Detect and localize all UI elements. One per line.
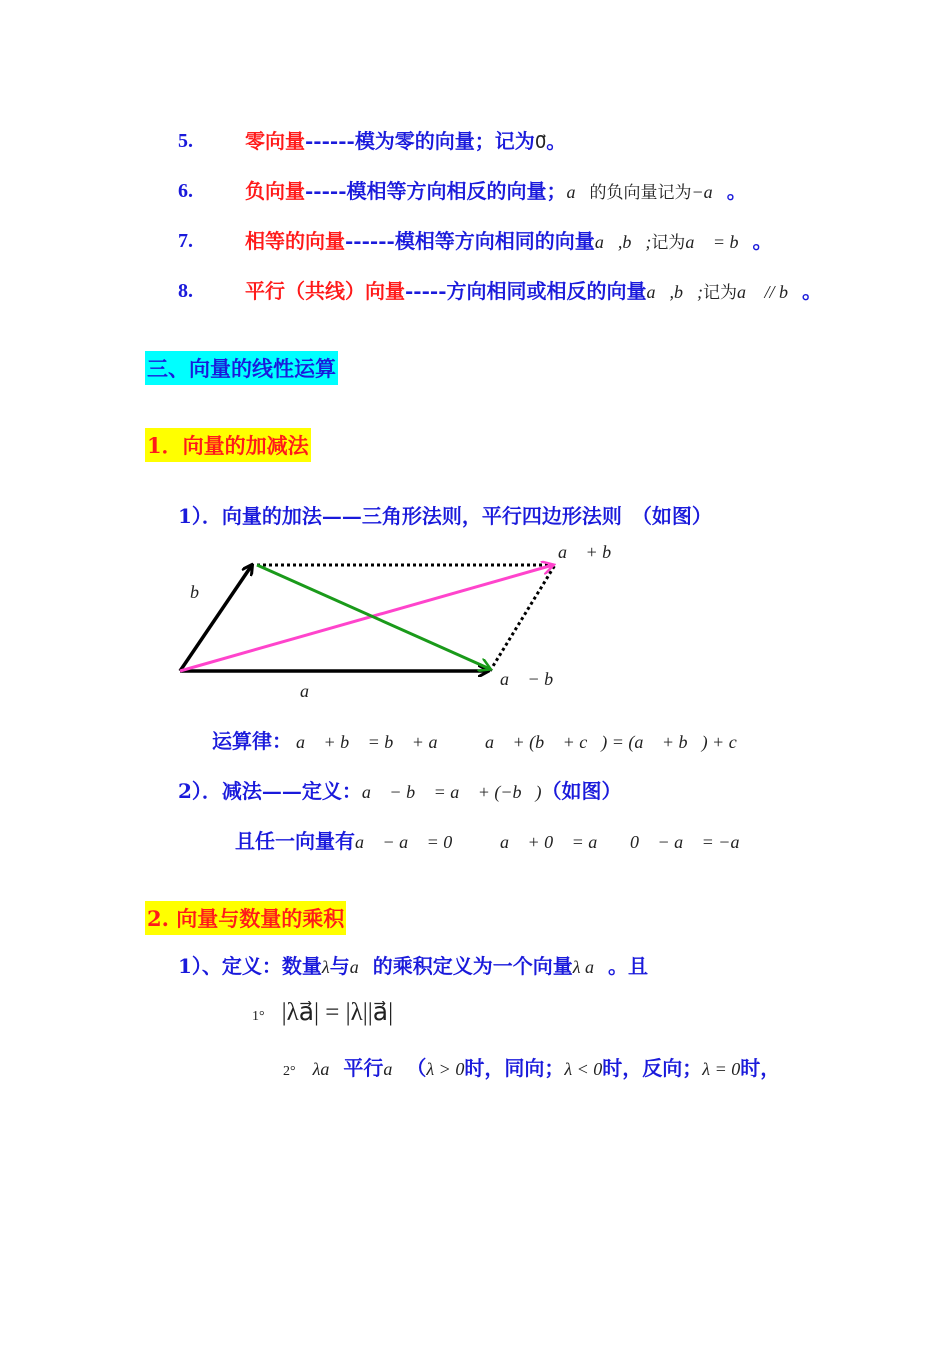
label-a: a⃗ — [300, 681, 324, 701]
description: 模为零的向量；记为 — [354, 129, 535, 153]
dash: ----- — [305, 179, 347, 203]
period: 。 — [546, 129, 567, 153]
def-tail: 。且 — [608, 954, 649, 978]
identities-row — [235, 828, 466, 855]
subsection-heading-1: 1．向量的加减法 — [145, 428, 311, 462]
commutative-law: a⃗ + b⃗ = b⃗ + a⃗ — [296, 732, 452, 752]
identity-1: a⃗ − a⃗ = 0⃗ — [355, 832, 467, 852]
term: 零向量 — [245, 129, 305, 153]
label-b: b⃗ — [190, 582, 214, 602]
description: 模相等方向相同的向量 — [394, 229, 595, 253]
subtraction-title: 2）．减法——定义： — [178, 779, 362, 803]
item-number: 5. — [178, 130, 193, 152]
item-number: 7. — [178, 230, 193, 252]
sum-arrow — [180, 565, 553, 671]
addition-title: 1）．向量的加法——三角形法则，平行四边形法则 （如图） — [178, 504, 712, 528]
mark-1: 1° — [252, 1009, 265, 1024]
zero-vector: 0⃗ — [534, 132, 547, 152]
identity-3: 0⃗ − a⃗ = −a⃗ — [630, 832, 754, 852]
mark-2: 2° — [283, 1064, 296, 1079]
label-diff: a⃗ − b⃗ — [500, 669, 568, 689]
vector-a: a⃗ — [566, 182, 590, 202]
dash: ------ — [345, 229, 395, 253]
associative-law: a⃗ + (b⃗ + c⃗) = (a⃗ + b⃗) + c⃗ — [485, 732, 751, 752]
period: 。 — [752, 229, 773, 253]
laws-row — [212, 728, 451, 755]
vector-a: a⃗ — [349, 957, 373, 977]
equality: a⃗ = b⃗ — [685, 232, 753, 252]
scalar-definition — [178, 953, 648, 980]
same-direction: 时，同向； — [464, 1056, 565, 1080]
vectors: a⃗,b⃗; — [594, 232, 652, 252]
opposite-direction: 时，反向； — [602, 1056, 703, 1080]
difference-arrow — [257, 565, 490, 669]
vectors: a⃗,b⃗; — [646, 282, 704, 302]
paren: （ — [406, 1056, 427, 1080]
neg-vector: −a⃗ — [691, 182, 727, 202]
subtraction-definition: a⃗ − b⃗ = a⃗ + (−b⃗) — [361, 782, 542, 802]
identity-2: a⃗ + 0⃗ = a⃗ — [500, 832, 612, 852]
magnitude-identity: |λa⃗| = |λ||a⃗| — [281, 999, 394, 1026]
vector-parallelogram-diagram — [160, 535, 630, 710]
subsection-heading-2: 2. 向量与数量的乘积 — [145, 901, 346, 935]
term: 平行（共线）向量 — [245, 279, 405, 303]
subtraction-tail: （如图） — [541, 779, 622, 803]
cond-negative: λ < 0 — [564, 1059, 603, 1079]
note: 记为 — [651, 233, 686, 252]
dash: ----- — [405, 279, 447, 303]
def-pre: 1）、定义：数量 — [178, 954, 322, 978]
period: 。 — [726, 179, 747, 203]
period: 。 — [802, 279, 823, 303]
def-with: 与 — [329, 954, 350, 978]
description: 模相等方向相反的向量； — [346, 179, 567, 203]
parallel-word: 平行 — [343, 1056, 384, 1080]
parallel: a⃗ // b⃗ — [737, 282, 803, 302]
zero-case: 时， — [740, 1056, 781, 1080]
subtraction-row — [178, 778, 622, 805]
term: 负向量 — [245, 179, 305, 203]
lambda: λ — [321, 957, 330, 977]
def-mid: 的乘积定义为一个向量 — [372, 954, 573, 978]
note: 的负向量记为 — [589, 183, 692, 202]
item-number: 6. — [178, 180, 193, 202]
description: 方向相同或相反的向量 — [446, 279, 647, 303]
item-number: 8. — [178, 280, 193, 302]
cond-zero: λ = 0 — [702, 1059, 741, 1079]
label-sum: a⃗ + b⃗ — [558, 542, 626, 562]
note: 记为 — [703, 283, 738, 302]
any-vector-label: 且任一向量有 — [235, 829, 355, 853]
property-1 — [252, 1000, 393, 1030]
term: 相等的向量 — [245, 229, 345, 253]
cond-positive: λ > 0 — [426, 1059, 465, 1079]
lambda-a: λa⃗ — [312, 1059, 344, 1079]
lambda-a: λ a⃗ — [572, 957, 609, 977]
dash: ------ — [305, 129, 355, 153]
property-2 — [283, 1055, 780, 1085]
laws-label: 运算律： — [212, 729, 292, 753]
section-heading: 三、向量的线性运算 — [145, 351, 338, 385]
vector-a: a⃗ — [383, 1059, 407, 1079]
